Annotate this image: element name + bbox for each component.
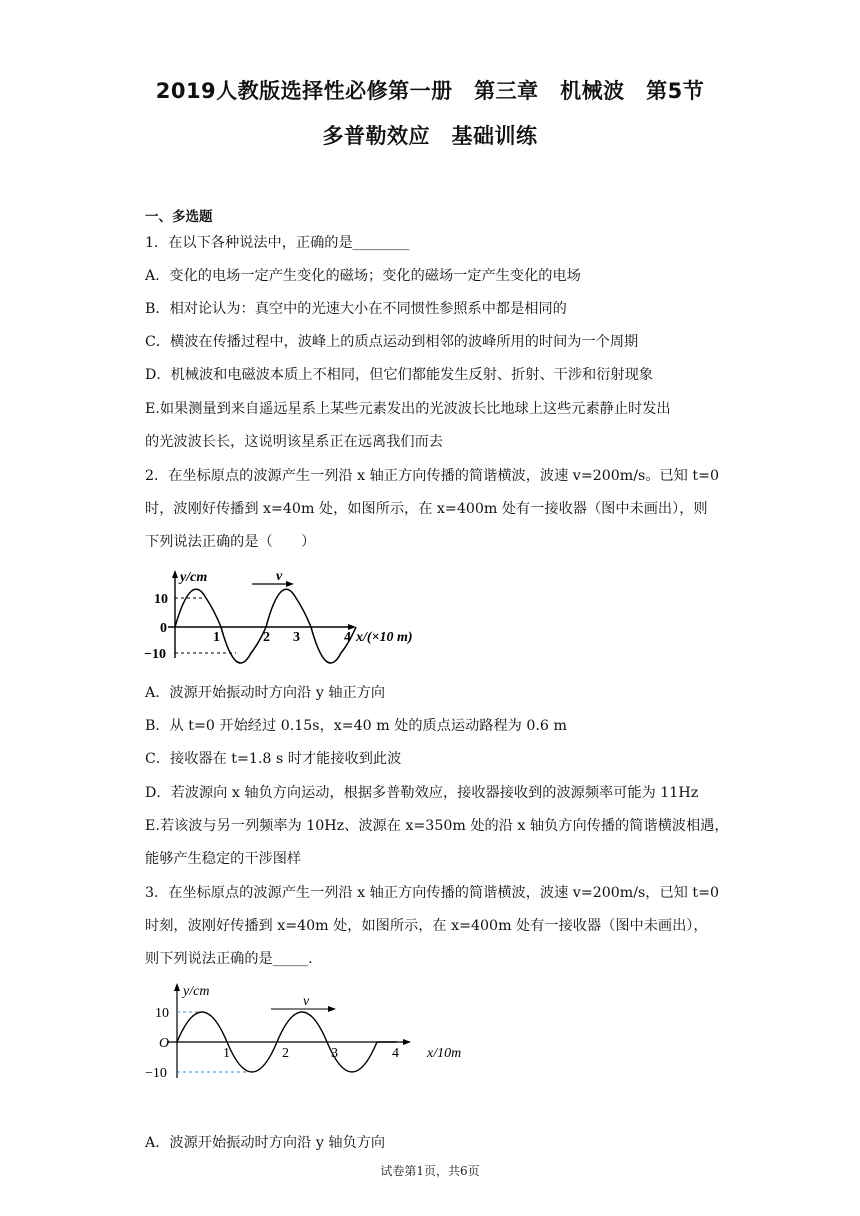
q1-stem: 1．在以下各种说法中，正确的是________ — [145, 235, 410, 251]
q3-x-axis-label: x/10m — [427, 1046, 462, 1061]
page-footer: 试卷第1页，共6页 — [380, 1164, 480, 1178]
q2-stem-line1: 2．在坐标原点的波源产生一列沿 x 轴正方向传播的简谐横波，波速 v=200m/s。已知 t=0 — [145, 468, 719, 484]
q2-y-axis-label: y/cm — [180, 570, 208, 585]
q3-stem-line3: 则下列说法正确的是_____. — [145, 951, 313, 967]
q3-y-axis-label: y/cm — [183, 984, 210, 999]
q2-x-tick-3: 3 — [293, 630, 300, 645]
q3-x-tick-3: 3 — [331, 1046, 338, 1061]
q3-origin-label: O — [159, 1036, 170, 1051]
q2-y-tick-0: 0 — [160, 621, 167, 636]
q2-v-label: v — [276, 569, 283, 584]
q3-y-tick-neg10: −10 — [145, 1066, 167, 1081]
page-title-line1: 2019人教版选择性必修第一册 第三章 机械波 第5节 — [155, 79, 705, 103]
q2-x-axis-label: x/(×10 m) — [356, 630, 413, 645]
q2-y-tick-neg10: −10 — [144, 647, 166, 662]
q1-option-c: C．横波在传播过程中，波峰上的质点运动到相邻的波峰所用的时间为一个周期 — [145, 334, 639, 350]
q2-option-e-cont: 能够产生稳定的干涉图样 — [145, 851, 302, 867]
q2-option-a: A．波源开始振动时方向沿 y 轴正方向 — [145, 685, 386, 701]
q2-option-b: B．从 t=0 开始经过 0.15s，x=40 m 处的质点运动路程为 0.6 m — [145, 718, 567, 734]
q2-stem-line3: 下列说法正确的是（ ） — [145, 534, 316, 550]
q1-option-e-cont: 的光波波长长，这说明该星系正在远离我们而去 — [145, 434, 443, 450]
q3-y-tick-10: 10 — [155, 1006, 169, 1021]
q3-stem-line1: 3．在坐标原点的波源产生一列沿 x 轴正方向传播的简谐横波，波速 v=200m/s，已知 t=0 — [145, 885, 719, 901]
q2-x-tick-2: 2 — [263, 630, 270, 645]
page-title-line2: 多普勒效应 基础训练 — [322, 124, 538, 148]
q3-x-tick-2: 2 — [282, 1046, 289, 1061]
q2-y-tick-10: 10 — [154, 592, 168, 607]
q2-wave-figure — [140, 566, 440, 666]
q2-x-tick-1: 1 — [213, 630, 220, 645]
q3-v-label: v — [303, 994, 310, 1009]
q2-option-e: E.若该波与另一列频率为 10Hz、波源在 x=350m 处的沿 x 轴负方向传播的简谐横波相遇， — [145, 818, 729, 834]
q1-option-a: A．变化的电场一定产生变化的磁场；变化的磁场一定产生变化的电场 — [145, 268, 581, 284]
q3-x-tick-4: 4 — [392, 1046, 399, 1061]
section-heading: 一、多选题 — [145, 209, 213, 225]
q2-option-d: D．若波源向 x 轴负方向运动，根据多普勒效应，接收器接收到的波源频率可能为 11Hz — [145, 785, 699, 801]
q2-x-tick-4: 4 — [344, 630, 351, 645]
q1-option-e: E.如果测量到来自遥远星系上某些元素发出的光波波长比地球上这些元素静止时发出 — [145, 401, 671, 417]
q2-stem-line2: 时，波刚好传播到 x=40m 处，如图所示，在 x=400m 处有一接收器（图中未画出），则 — [145, 501, 708, 517]
q2-option-c: C．接收器在 t=1.8 s 时才能接收到此波 — [145, 751, 402, 767]
q3-x-tick-1: 1 — [223, 1046, 230, 1061]
q3-wave-figure — [145, 980, 485, 1085]
q1-option-d: D．机械波和电磁波本质上不相同，但它们都能发生反射、折射、干涉和衍射现象 — [145, 367, 653, 383]
q3-option-a: A．波源开始振动时方向沿 y 轴负方向 — [145, 1135, 386, 1151]
q3-stem-line2: 时刻，波刚好传播到 x=40m 处，如图所示，在 x=400m 处有一接收器（图中未画出）， — [145, 918, 708, 934]
q1-option-b: B．相对论认为：真空中的光速大小在不同惯性参照系中都是相同的 — [145, 301, 567, 317]
